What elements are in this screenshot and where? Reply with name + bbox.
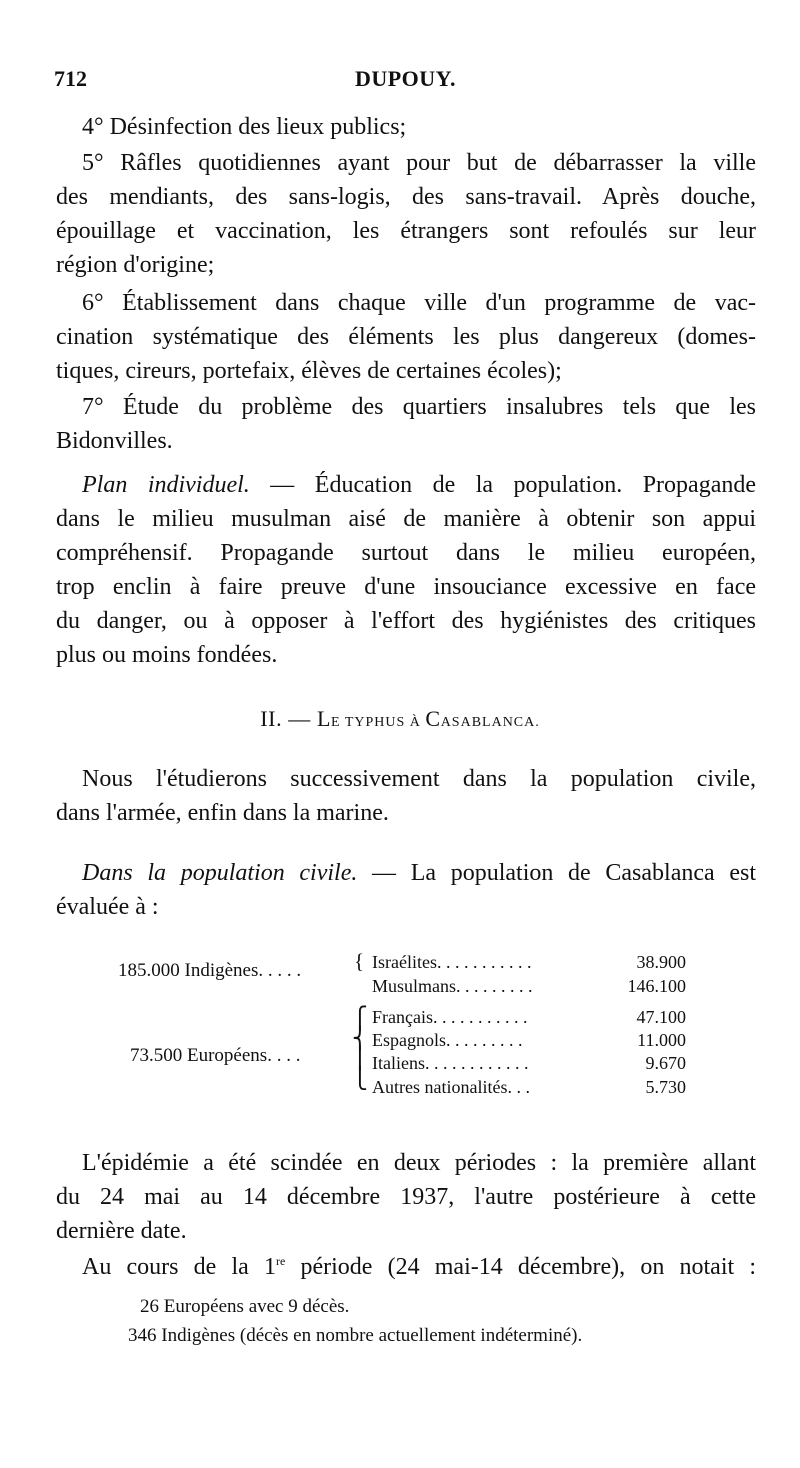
section-heading: [0, 706, 800, 732]
epidemic-line-4-end: période (24 mai-14 décembre), on notait :: [285, 1254, 756, 1280]
count-europeens: 26 Européens avec 9 décès.: [140, 1296, 350, 1317]
table-row-label: Autres nationalités. . .: [372, 1077, 530, 1097]
table-row-label: Italiens. . . . . . . . . . . .: [372, 1053, 529, 1073]
epidemic-line-3: dernière date.: [56, 1218, 187, 1244]
count-indigenes: 346 Indigènes (décès en nombre actuellement indéterminé).: [128, 1325, 583, 1346]
measure-5-line-4: région d'origine;: [56, 252, 215, 278]
heading-smallcaps-casablanca: ASABLANCA.: [440, 715, 540, 730]
heading-initial-casablanca: C: [425, 706, 441, 731]
intro-line-1: Nous l'étudierons successivement dans la population civile,: [82, 766, 756, 792]
measure-4-line-1: 4° Désinfection des lieux publics;: [82, 114, 407, 140]
running-head: DUPOUY.: [354, 66, 457, 91]
plan-line-6: plus ou moins fondées.: [56, 642, 278, 668]
epidemic-line-4-start: Au cours de la 1: [82, 1254, 276, 1280]
measure-6-line-2: cination systématique des éléments les plus dangereux (domes-: [56, 324, 756, 350]
table-row-label: Français. . . . . . . . . . .: [372, 1007, 528, 1027]
plan-line-5: du danger, ou à opposer à l'effort des hygiénistes des critiques: [56, 608, 756, 634]
civil-line-2: évaluée à :: [56, 894, 159, 920]
ordinal-superscript: re: [275, 1254, 286, 1268]
table-row-value: 146.100: [627, 976, 686, 996]
civil-label: Dans la population civile.: [82, 860, 358, 886]
heading-prefix: II. —: [260, 706, 317, 731]
page-number: 712: [54, 66, 87, 91]
table-row-value: 5.730: [645, 1077, 686, 1097]
table-row-label: Israélites. . . . . . . . . . .: [372, 952, 532, 972]
measure-7-line-1: 7° Étude du problème des quartiers insalubres tels que les: [82, 394, 756, 420]
heading-initial-le: L: [316, 706, 332, 731]
plan-label: Plan individuel.: [82, 472, 250, 498]
table-row-label: Musulmans. . . . . . . . .: [372, 976, 533, 996]
epidemic-line-1: L'épidémie a été scindée en deux périodes : la première allant: [82, 1150, 756, 1176]
plan-line-4: trop enclin à faire preuve d'une insouciance excessive en face: [56, 574, 756, 600]
heading-smallcaps-le: E: [331, 715, 341, 730]
measure-5-line-3: épouillage et vaccination, les étrangers sont refoulés sur leur: [56, 218, 756, 244]
group-indigenes: 185.000 Indigènes. . . . .: [118, 960, 302, 981]
table-row-value: 9.670: [645, 1053, 686, 1073]
measure-5-line-2: des mendiants, des sans-logis, des sans-travail. Après douche,: [56, 184, 756, 210]
measure-6-line-1: 6° Établissement dans chaque ville d'un programme de vac-: [82, 290, 756, 316]
epidemic-line-4: [82, 1244, 756, 1284]
measure-7-line-2: Bidonvilles.: [56, 428, 173, 454]
plan-line-1-text: — Éducation de la population. Propagande: [249, 472, 756, 498]
brace-europeens: ⎧ ⎨ ⎪ ⎩: [352, 1006, 368, 1090]
heading-smallcaps-typhus: TYPHUS À: [340, 715, 426, 730]
group-europeens: 73.500 Européens. . . .: [130, 1045, 301, 1066]
measure-6-line-3: tiques, cireurs, portefaix, élèves de certaines écoles);: [56, 358, 562, 384]
plan-line-3: compréhensif. Propagande surtout dans le milieu européen,: [56, 540, 756, 566]
intro-line-2: dans l'armée, enfin dans la marine.: [56, 800, 389, 826]
brace-indigenes: {: [353, 949, 365, 973]
page-header: [54, 66, 757, 100]
table-row-value: 47.100: [636, 1007, 686, 1027]
civil-line-1: [82, 856, 756, 890]
plan-line-2: dans le milieu musulman aisé de manière à obtenir son appui: [56, 506, 756, 532]
measure-5-line-1: 5° Râfles quotidiennes ayant pour but de débarrasser la ville: [82, 150, 756, 176]
table-row-value: 38.900: [636, 952, 686, 972]
plan-line-1: [82, 468, 756, 502]
epidemic-line-2: du 24 mai au 14 décembre 1937, l'autre postérieure à cette: [56, 1184, 756, 1210]
civil-line-1-text: — La population de Casablanca est: [357, 860, 757, 886]
table-row-label: Espagnols. . . . . . . . .: [372, 1030, 523, 1050]
table-row-value: 11.000: [637, 1030, 686, 1050]
